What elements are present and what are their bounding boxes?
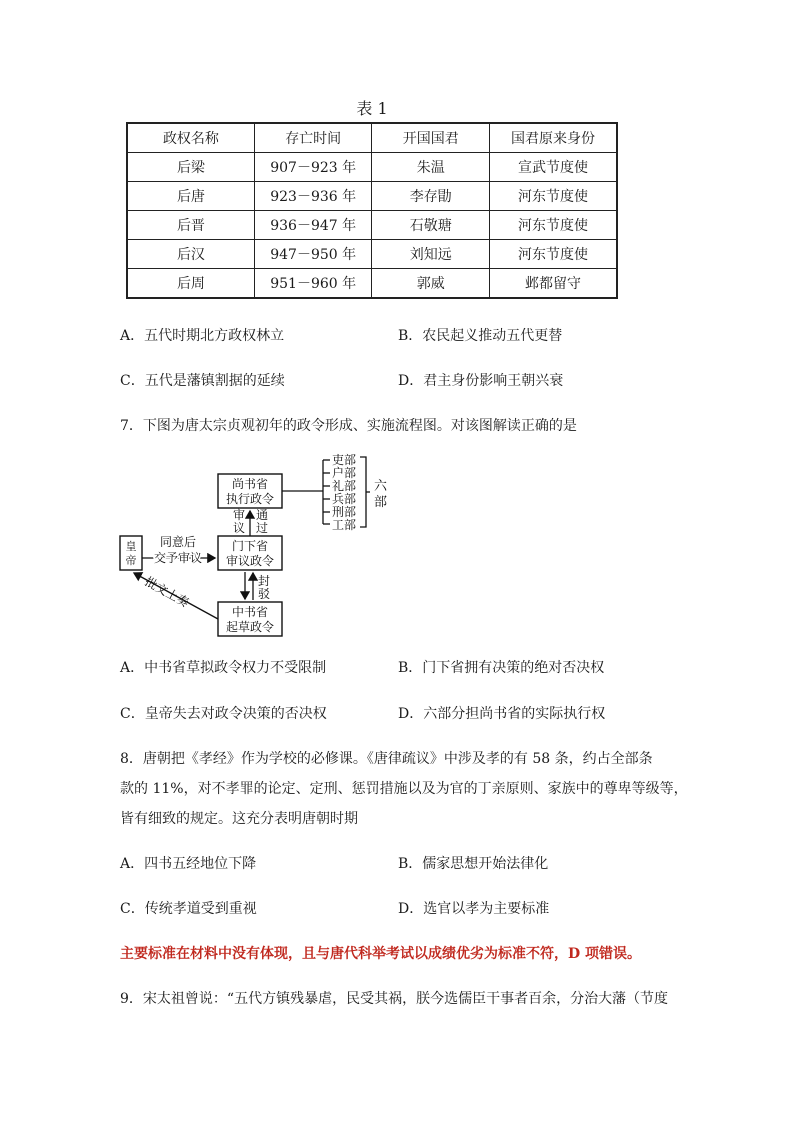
shangshu-desc: 执行政令 [225,492,275,506]
table-cell: 刘知远 [372,240,490,269]
q8-option-a[interactable]: A．四书五经地位下降 [120,856,257,872]
q6-option-c[interactable]: C．五代是藩镇割据的延续 [120,373,285,389]
liubu-label: 部 [374,495,388,510]
ministry-label: 吏部 [332,453,357,467]
table-header: 政权名称 [127,123,254,153]
table-cell: 朱温 [372,153,490,182]
government-flow-diagram [118,452,418,640]
zhongshu-label: 中书省 [231,605,269,619]
shangshu-label: 尚书省 [231,477,269,491]
emperor-label: 皇 [125,540,137,553]
table-header: 国君原来身份 [490,123,617,153]
table-row [127,153,617,182]
q7-option-d[interactable]: D．六部分担尚书省的实际执行权 [398,706,606,722]
table-header-row [127,123,617,153]
ministry-label: 礼部 [332,479,357,493]
ministry-label: 工部 [332,518,357,532]
answer-note: 主要标准在材料中没有体现，且与唐代科举考试以成绩优劣为标准不符，D 项错误。 [120,946,642,962]
tongyi-desc: 交予审议 [153,551,203,565]
table-cell: 923－936 年 [254,182,372,211]
table-cell: 石敬瑭 [372,211,490,240]
menxia-desc: 审议政令 [225,554,275,568]
table-cell: 后晋 [127,211,254,240]
table-cell: 907－923 年 [254,153,372,182]
fengbo-label: 驳 [258,587,271,601]
menxia-label: 门下省 [231,539,269,553]
fengbo-label: 封 [258,574,271,588]
q8-option-b[interactable]: B．儒家思想开始法律化 [398,856,549,872]
tongguo-label: 通 [256,508,269,522]
q7-option-a[interactable]: A．中书省草拟政令权力不受限制 [120,660,327,676]
q7-option-c[interactable]: C．皇帝失去对政令决策的否决权 [120,706,327,722]
q8-stem-line: 皆有细致的规定。这充分表明唐朝时期 [120,811,358,827]
liubu-label: 六 [374,479,388,494]
table-caption: 表 1 [356,99,388,118]
q8-option-d[interactable]: D．选官以孝为主要标准 [398,901,550,917]
regime-table [126,122,618,299]
table-cell: 后唐 [127,182,254,211]
tongguo-label: 过 [256,521,269,535]
emperor-label: 帝 [125,554,137,567]
zhongshu-desc: 起草政令 [225,620,275,634]
table-header: 开国国君 [372,123,490,153]
table-cell: 河东节度使 [490,211,617,240]
table-cell: 后梁 [127,153,254,182]
table-header: 存亡时间 [254,123,372,153]
table-cell: 936－947 年 [254,211,372,240]
q9-stem-line: 9．宋太祖曾说：“五代方镇残暴虐，民受其祸，朕今选儒臣干事者百余，分治大藩（节度 [120,991,669,1007]
q6-option-b[interactable]: B．农民起义推动五代更替 [398,328,563,344]
q8-stem-line: 8．唐朝把《孝经》作为学校的必修课。《唐律疏议》中涉及孝的有 58 条，约占全部条 [120,751,653,767]
table-cell: 后周 [127,269,254,299]
table-row [127,211,617,240]
table-cell: 后汉 [127,240,254,269]
shenyi-label: 审 [233,508,246,522]
table-row [127,269,617,299]
q7-option-b[interactable]: B．门下省拥有决策的绝对否决权 [398,660,605,676]
table-row [127,240,617,269]
q8-stem-line: 款的 11%，对不孝罪的论定、定刑、惩罚措施以及为官的丁亲原则、家族中的尊卑等级等， [120,781,688,797]
q6-option-a[interactable]: A．五代时期北方政权林立 [120,328,285,344]
ministry-label: 户部 [332,466,357,480]
ministry-label: 兵部 [332,492,357,506]
shenyi-label: 议 [233,521,246,535]
q6-option-d[interactable]: D．君主身份影响王朝兴衰 [398,373,564,389]
ministry-label: 刑部 [332,505,357,519]
q7-stem: 7．下图为唐太宗贞观初年的政令形成、实施流程图。对该图解读正确的是 [120,418,577,434]
pidashangzou-label: 批文上奏 [142,574,192,610]
tongyi-label: 同意后 [159,535,197,549]
q8-option-c[interactable]: C．传统孝道受到重视 [120,901,257,917]
table-cell: 宣武节度使 [490,153,617,182]
table-cell: 947－950 年 [254,240,372,269]
table-cell: 郭威 [372,269,490,299]
table-cell: 河东节度使 [490,240,617,269]
table-cell: 951－960 年 [254,269,372,299]
table-cell: 邺都留守 [490,269,617,299]
table-cell: 李存勖 [372,182,490,211]
table-row [127,182,617,211]
table-cell: 河东节度使 [490,182,617,211]
